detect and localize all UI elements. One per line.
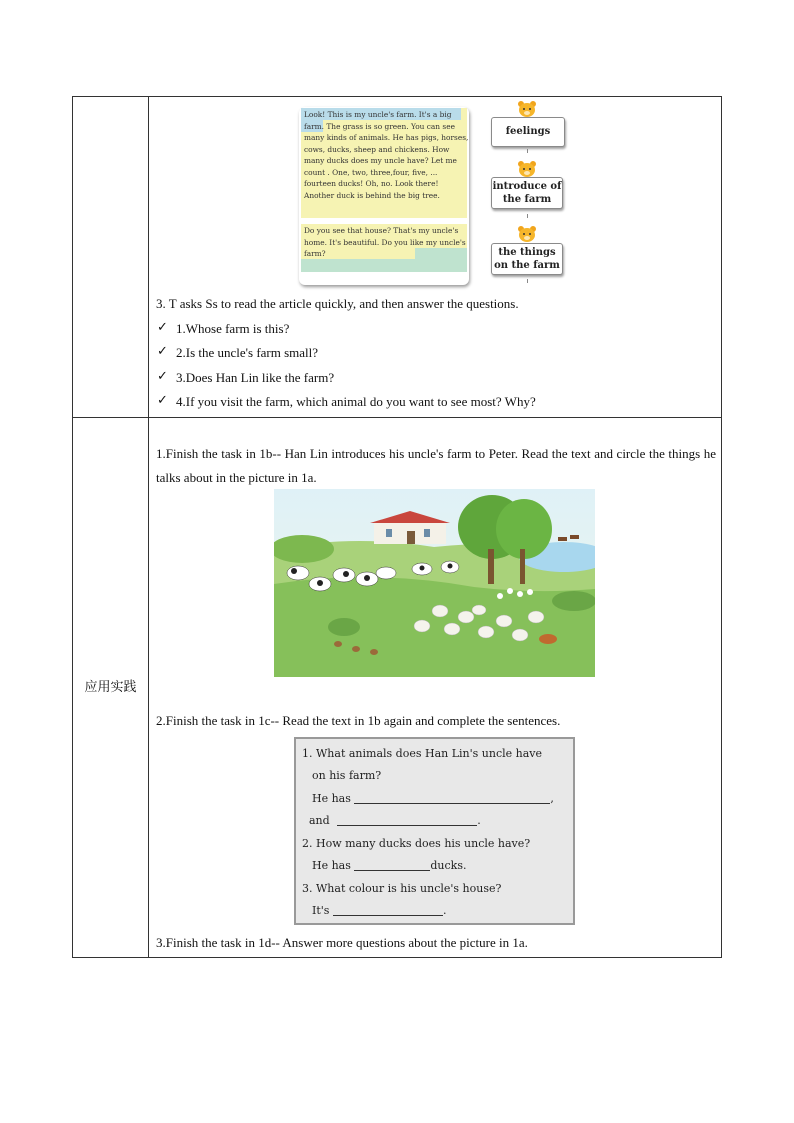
fill-q3b-line: It's . <box>312 900 446 923</box>
connector <box>527 279 528 283</box>
question-1: 1.Whose farm is this? <box>176 321 290 336</box>
bear-icon <box>517 225 537 243</box>
connector <box>527 149 528 153</box>
fill-q1d-line: and . <box>309 810 481 833</box>
tag-things-on-farm: the things on the farm <box>491 243 563 275</box>
fill-q2b: He has <box>312 859 351 872</box>
fill-q1b: on his farm? <box>312 769 382 782</box>
check-icon: ✓ <box>157 369 168 384</box>
article-paragraph-2: Do you see that house? That's my uncle's home. It's beautiful. Do you like my uncle's farm? <box>304 226 466 258</box>
question-3: 3.Does Han Lin like the farm? <box>176 370 335 385</box>
fill-q3a: 3. What colour is his uncle's house? <box>302 882 502 895</box>
tag-introduce-farm: introduce of the farm <box>491 177 563 209</box>
farm-illustration <box>274 489 595 677</box>
step3-intro: 3. T asks Ss to read the article quickly, and then answer the questions. <box>156 296 519 311</box>
article-panel <box>299 107 469 285</box>
connector <box>527 214 528 218</box>
row-divider <box>73 417 721 418</box>
fill-q2a: 2. How many ducks does his uncle have? <box>302 837 531 850</box>
task-1-text: 1.Finish the task in 1b-- Han Lin introduces his uncle's farm to Peter. Read the text and circle the things he talks about in the picture in 1a. <box>156 446 716 485</box>
answer-blank[interactable] <box>354 789 550 804</box>
fill-q1d: and <box>309 814 330 827</box>
check-icon: ✓ <box>157 393 168 408</box>
fill-q1c: He has <box>312 792 351 805</box>
row-label-practice: 应用实践 <box>84 680 137 695</box>
tag-feelings: feelings <box>491 117 565 147</box>
check-icon: ✓ <box>157 344 168 359</box>
fill-q2b-line <box>312 855 466 878</box>
fill-in-box <box>294 737 575 925</box>
fill-q3b: It's <box>312 904 330 917</box>
column-divider <box>148 97 149 957</box>
answer-blank[interactable] <box>333 901 443 916</box>
answer-blank[interactable] <box>354 856 430 871</box>
bear-icon <box>517 160 537 178</box>
task-3-text: 3.Finish the task in 1d-- Answer more questions about the picture in 1a. <box>156 935 528 950</box>
fill-q1a: 1. What animals does Han Lin's uncle have <box>302 747 543 760</box>
highlight-green <box>301 259 467 272</box>
task-2-text: 2.Finish the task in 1c-- Read the text in 1b again and complete the sentences. <box>156 713 561 728</box>
lesson-table <box>72 96 722 958</box>
fill-q2c: ducks. <box>430 859 467 872</box>
bear-icon <box>517 100 537 118</box>
fill-q1c-line: He has , <box>312 788 554 811</box>
question-2: 2.Is the uncle's farm small? <box>176 345 319 360</box>
question-4: 4.If you visit the farm, which animal do you want to see most? Why? <box>176 394 536 409</box>
article-paragraph-1: Look! This is my uncle's farm. It's a big farm. The grass is so green. You can see many kinds of animals. He has pigs, horses, cows, ducks, sheep and chickens. How many ducks does my uncle have? Let me count . One, two, three,four, five, ... fourteen ducks! Oh, no. Look there! Another duck is behind the big tree. <box>304 110 469 200</box>
answer-blank[interactable] <box>337 811 477 826</box>
check-icon: ✓ <box>157 320 168 335</box>
